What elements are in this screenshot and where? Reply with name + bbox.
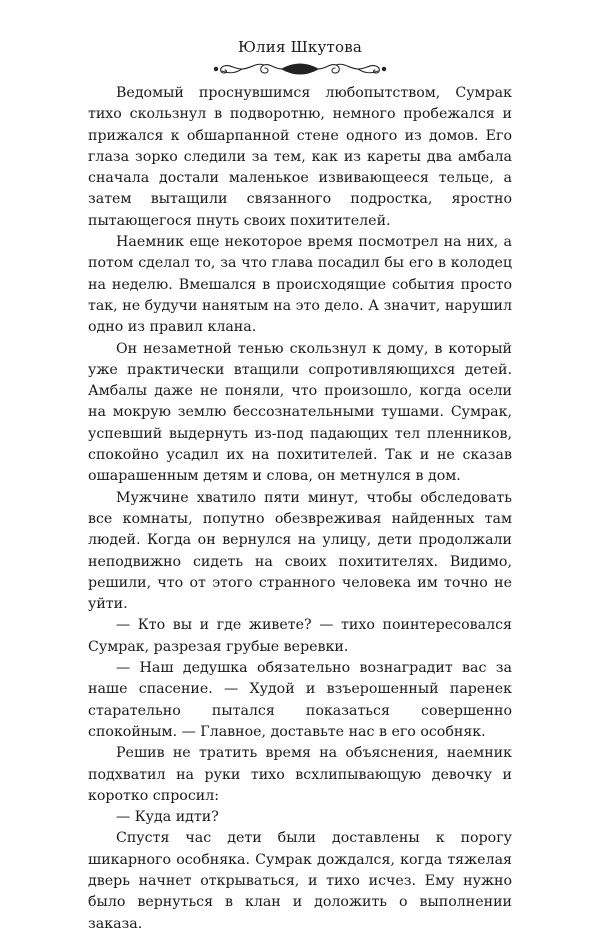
dialogue-line: — Куда идти?: [116, 809, 219, 826]
body-text: [88, 83, 512, 935]
paragraph: Решив не тратить время на объяснения, наемник подхватил на руки тихо всхлипывающую девочку и коротко спросил:: [88, 745, 512, 804]
flourish-divider-icon: [212, 60, 388, 78]
paragraph: Ведомый проснувшимся любопытством, Сумрак тихо скользнул в подворотню, немного пробежался и прижался к обшарпанной стене одного из домов. Его глаза зорко следили за тем, как из кареты два амбала сначала достали маленькое извивающееся тельце, а затем вытащили связанного подростка, яростно пытающегося пнуть своих похитителей.: [88, 85, 512, 229]
running-head-author: Юлия Шкутова: [237, 38, 363, 56]
paragraph: Спустя час дети были доставлены к порогу шикарного особняка. Сумрак дождался, когда тяжелая дверь начнет открываться, и тихо исчез. Ему нужно было вернуться в клан и доложить о выполнении заказа.: [88, 830, 512, 932]
paragraph: Мужчине хватило пяти минут, чтобы обследовать все комнаты, попутно обезвреживая найденных там людей. Когда он вернулся на улицу, дети продолжали неподвижно сидеть на своих похитителях. Видимо, решили, что от этого странного человека им точно не уйти.: [88, 489, 512, 613]
dialogue-line: — Наш дедушка обязательно вознаградит вас за наше спасение. — Худой и взъерошенный паренек старательно пытался показаться совершенно спокойным. — Главное, доставьте нас в его особняк.: [88, 660, 512, 740]
paragraph: Наемник еще некоторое время посмотрел на них, а потом сделал то, за что глава посадил бы его в колодец на неделю. Вмешался в происходящие события просто так, не будучи нанятым на это дело. А значит, нарушил одно из правил клана.: [88, 234, 512, 336]
paragraph: Он незаметной тенью скользнул к дому, в который уже практически втащили сопротивляющихся детей. Амбалы даже не поняли, что произошло, когда осели на мокрую землю бессознательными тушами. Сумрак, успевший выдернуть из-под падающих тел пленников, спокойно усадил их на похитителей. Так и не сказав ошарашенным детям и слова, он метнулся в дом.: [88, 340, 512, 485]
dialogue-line: — Кто вы и где живете? — тихо поинтересовался Сумрак, разрезая грубые веревки.: [88, 617, 512, 655]
